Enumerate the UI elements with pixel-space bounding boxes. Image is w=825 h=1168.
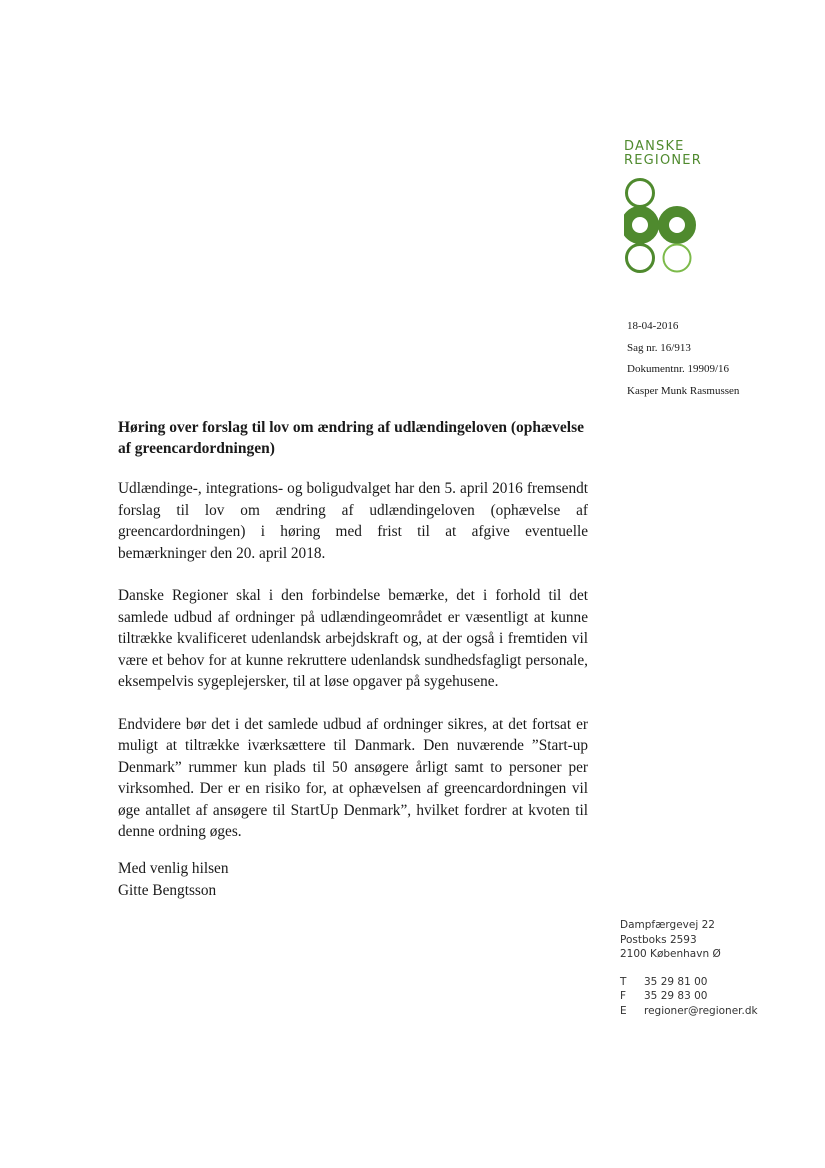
danske-regioner-logo	[624, 140, 714, 278]
fax-number: 35 29 83 00	[644, 990, 708, 1002]
signature-name: Gitte Bengtsson	[118, 881, 217, 899]
paragraph-2: Danske Regioner skal i den forbindelse bemærke, det i forhold til det samlede udbud af ordninger på udlændingeområdet er væsentligt at kunne tiltrække kvalificeret udenlandsk arbejdskraft og, at der også i fremtiden vil være et behov for at kunne rekruttere udenlandsk sundhedsfagligt personale, eksempelvis sygeplejersker, til at løse opgaver på sygehusene.	[118, 587, 588, 690]
address-block	[620, 918, 758, 1018]
email-address: regioner@regioner.dk	[644, 1004, 758, 1017]
fax-label: F	[620, 990, 627, 1002]
contact-info	[620, 975, 758, 1019]
logo-text-line2: REGIONER	[624, 153, 702, 168]
document-meta	[627, 316, 739, 402]
address-street: Dampfærgevej 22	[620, 919, 715, 931]
letter-title: Høring over forslag til lov om ændring af udlændingeloven (ophævelse af greencardordningen)	[118, 419, 585, 457]
author: Kasper Munk Rasmussen	[627, 384, 740, 397]
email-label: E	[620, 1004, 627, 1017]
address-city: 2100 København Ø	[620, 948, 721, 960]
phone-row	[620, 975, 758, 990]
letter-body	[118, 478, 588, 864]
phone-number: 35 29 81 00	[644, 975, 708, 988]
document-number: Dokumentnr. 19909/16	[627, 363, 730, 375]
closing	[118, 858, 228, 901]
paragraph-3: Endvidere bør det i det samlede udbud af ordninger sikres, at det fortsat er muligt at tiltrække iværksættere til Danmark. Den nuværende ”Start-up Denmark” rummer kun plads til 50 ansøgere årligt samt to personer per virksomhed. Der er en risiko for, at ophævelsen af greencardordningen vil øge antallet af ansøgere til StartUp Denmark”, hvilket fordrer at kvoten til denne ordning øges.	[118, 715, 588, 840]
logo-text-line1: DANSKE	[624, 139, 685, 154]
closing-greeting: Med venlig hilsen	[118, 860, 229, 877]
phone-label: T	[620, 975, 627, 988]
logo-circles-icon	[624, 178, 696, 278]
address-postbox: Postboks 2593	[620, 933, 697, 946]
case-number: Sag nr. 16/913	[627, 341, 691, 354]
email-row	[620, 1004, 758, 1019]
fax-row	[620, 989, 758, 1004]
date: 18-04-2016	[627, 320, 679, 332]
paragraph-1: Udlændinge-, integrations- og boligudvalget har den 5. april 2016 fremsendt forslag til lov om ændring af udlændingeloven (ophævelse af greencardordningen) i høring med frist til at afgive eventuelle bemærkninger den 20. april 2018.	[118, 480, 588, 562]
